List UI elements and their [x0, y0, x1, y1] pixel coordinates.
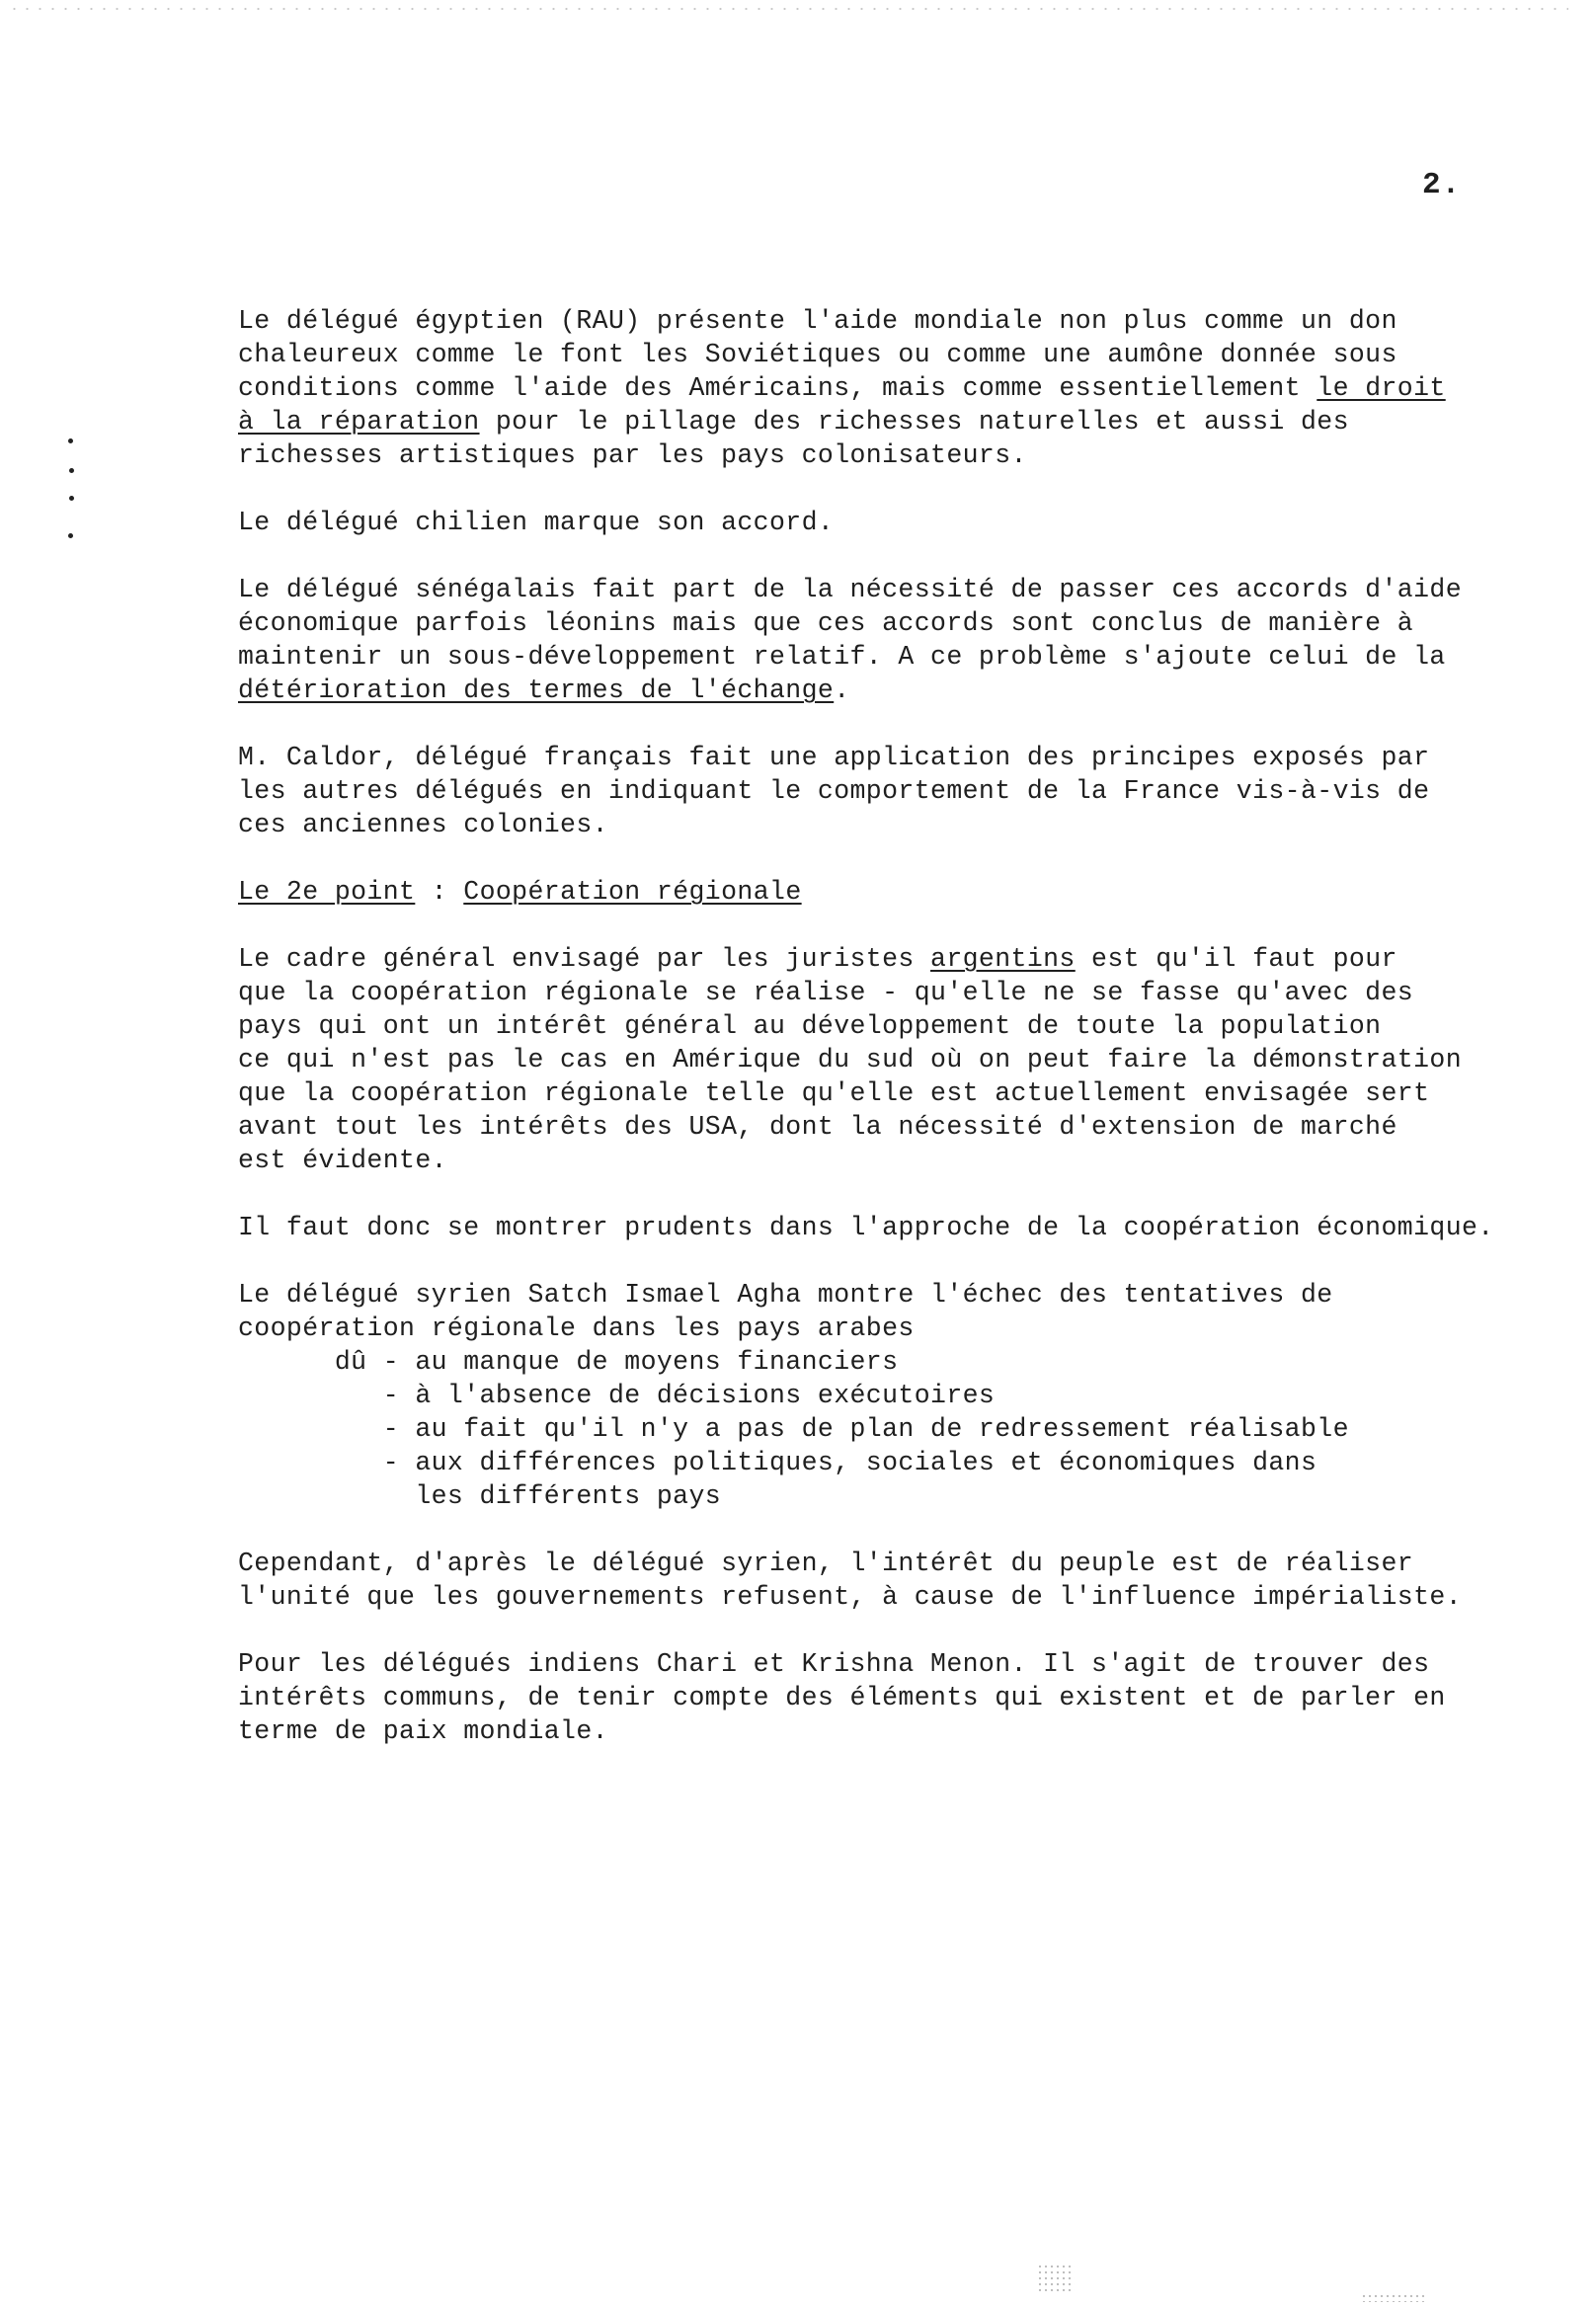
- paragraph-gap: [238, 539, 1571, 573]
- text-segment: maintenir un sous-développement relatif. A ce problème s'ajoute celui de la: [238, 642, 1446, 672]
- text-line: [238, 1312, 1571, 1345]
- text-segment: - aux différences politiques, sociales et économiques dans: [238, 1448, 1317, 1477]
- text-segment: richesses artistiques par les pays colonisateurs.: [238, 440, 1027, 470]
- text-segment: est qu'il faut pour: [1075, 944, 1397, 974]
- text-line: [238, 674, 1571, 707]
- text-line: [238, 1076, 1571, 1110]
- text-line: [238, 1009, 1571, 1043]
- text-segment: Pour les délégués indiens Chari et Krishna Menon. Il s'agit de trouver des: [238, 1649, 1430, 1679]
- paragraph-gap: [238, 909, 1571, 942]
- text-segment: Il faut donc se montrer prudents dans l'approche de la coopération économique.: [238, 1213, 1494, 1242]
- text-line: [238, 774, 1571, 808]
- text-line: [238, 875, 1571, 909]
- text-segment: Le délégué sénégalais fait part de la nécessité de passer ces accords d'aide: [238, 575, 1462, 604]
- text-segment: M. Caldor, délégué français fait une application des principes exposés par: [238, 743, 1430, 772]
- paragraph-gap: [238, 1614, 1571, 1647]
- text-segment: Le délégué égyptien (RAU) présente l'aide mondiale non plus comme un don: [238, 306, 1397, 336]
- text-segment: terme de paix mondiale.: [238, 1716, 608, 1746]
- text-line: [238, 606, 1571, 640]
- text-segment: Le délégué chilien marque son accord.: [238, 508, 835, 537]
- text-line: [238, 741, 1571, 774]
- text-segment: ce qui n'est pas le cas en Amérique du sud où on peut faire la démonstration: [238, 1045, 1462, 1074]
- text-segment: est évidente.: [238, 1146, 447, 1175]
- text-segment: économique parfois léonins mais que ces accords sont conclus de manière à: [238, 608, 1414, 638]
- paragraph: [238, 1647, 1571, 1748]
- text-line: [238, 573, 1571, 606]
- paragraph-gap: [238, 472, 1571, 506]
- margin-mark: [69, 496, 74, 501]
- paragraph: [238, 506, 1571, 539]
- text-segment: .: [834, 676, 850, 705]
- text-segment: les différents pays: [238, 1481, 722, 1511]
- underlined-text: détérioration des termes de l'échange: [238, 676, 835, 705]
- paragraph: [238, 741, 1571, 841]
- page-number: 2.: [1422, 168, 1462, 202]
- paragraph-gap: [238, 1513, 1571, 1547]
- paragraph: [238, 1547, 1571, 1614]
- text-line: [238, 976, 1571, 1009]
- paragraph-gap: [238, 1244, 1571, 1278]
- text-segment: intérêts communs, de tenir compte des éléments qui existent et de parler en: [238, 1683, 1446, 1712]
- margin-mark: [68, 438, 73, 443]
- text-line: [238, 1043, 1571, 1076]
- paragraph-gap: [238, 841, 1571, 875]
- text-line: [238, 1479, 1571, 1513]
- text-line: [238, 1446, 1571, 1479]
- paragraph-gap: [238, 707, 1571, 741]
- text-line: [238, 1211, 1571, 1244]
- scan-smudge: [1037, 2264, 1075, 2291]
- underlined-text: à la réparation: [238, 407, 480, 437]
- text-segment: - à l'absence de décisions exécutoires: [238, 1381, 996, 1410]
- underlined-text: argentins: [930, 944, 1076, 974]
- underlined-text: Le 2e point: [238, 877, 416, 907]
- text-line: [238, 371, 1571, 405]
- text-segment: que la coopération régionale se réalise - qu'elle ne se fasse qu'avec des: [238, 978, 1414, 1007]
- text-line: [238, 942, 1571, 976]
- text-segment: conditions comme l'aide des Américains, mais comme essentiellement: [238, 373, 1317, 403]
- text-line: [238, 1714, 1571, 1748]
- document-body: [238, 304, 1571, 1748]
- underlined-text: le droit: [1317, 373, 1446, 403]
- text-segment: les autres délégués en indiquant le comportement de la France vis-à-vis de: [238, 776, 1430, 806]
- text-line: [238, 1412, 1571, 1446]
- text-segment: Le délégué syrien Satch Ismael Agha montre l'échec des tentatives de: [238, 1280, 1333, 1310]
- text-segment: chaleureux comme le font les Soviétiques ou comme une aumône donnée sous: [238, 340, 1397, 369]
- text-line: [238, 304, 1571, 338]
- text-segment: - au fait qu'il n'y a pas de plan de redressement réalisable: [238, 1414, 1349, 1444]
- margin-mark: [68, 533, 73, 538]
- scan-noise: [8, 6, 1568, 12]
- text-line: [238, 438, 1571, 472]
- text-line: [238, 1110, 1571, 1144]
- text-line: [238, 1580, 1571, 1614]
- text-line: [238, 1379, 1571, 1412]
- text-line: [238, 1681, 1571, 1714]
- text-line: [238, 808, 1571, 841]
- text-segment: dû - au manque de moyens financiers: [238, 1347, 899, 1377]
- paragraph: [238, 304, 1571, 472]
- text-segment: l'unité que les gouvernements refusent, à cause de l'influence impérialiste.: [238, 1582, 1462, 1612]
- text-segment: pour le pillage des richesses naturelles et aussi des: [479, 407, 1349, 437]
- text-segment: coopération régionale dans les pays arabes: [238, 1313, 915, 1343]
- paragraph: [238, 875, 1571, 909]
- text-line: [238, 1547, 1571, 1580]
- text-line: [238, 506, 1571, 539]
- text-line: [238, 1647, 1571, 1681]
- text-line: [238, 405, 1571, 438]
- paragraph: [238, 573, 1571, 707]
- text-segment: que la coopération régionale telle qu'elle est actuellement envisagée sert: [238, 1078, 1430, 1108]
- text-line: [238, 1345, 1571, 1379]
- text-segment: avant tout les intérêts des USA, dont la nécessité d'extension de marché: [238, 1112, 1397, 1142]
- paragraph: [238, 942, 1571, 1177]
- text-segment: :: [415, 877, 464, 907]
- paragraph: [238, 1278, 1571, 1513]
- text-line: [238, 338, 1571, 371]
- text-segment: Le cadre général envisagé par les juristes: [238, 944, 931, 974]
- underlined-text: Coopération régionale: [463, 877, 802, 907]
- margin-mark: [69, 468, 74, 473]
- text-line: [238, 640, 1571, 674]
- text-segment: pays qui ont un intérêt général au développement de toute la population: [238, 1011, 1382, 1041]
- text-line: [238, 1278, 1571, 1312]
- paragraph: [238, 1211, 1571, 1244]
- text-line: [238, 1144, 1571, 1177]
- scan-smudge: [1361, 2293, 1424, 2302]
- text-segment: ces anciennes colonies.: [238, 810, 608, 839]
- text-segment: Cependant, d'après le délégué syrien, l'intérêt du peuple est de réaliser: [238, 1549, 1414, 1578]
- paragraph-gap: [238, 1177, 1571, 1211]
